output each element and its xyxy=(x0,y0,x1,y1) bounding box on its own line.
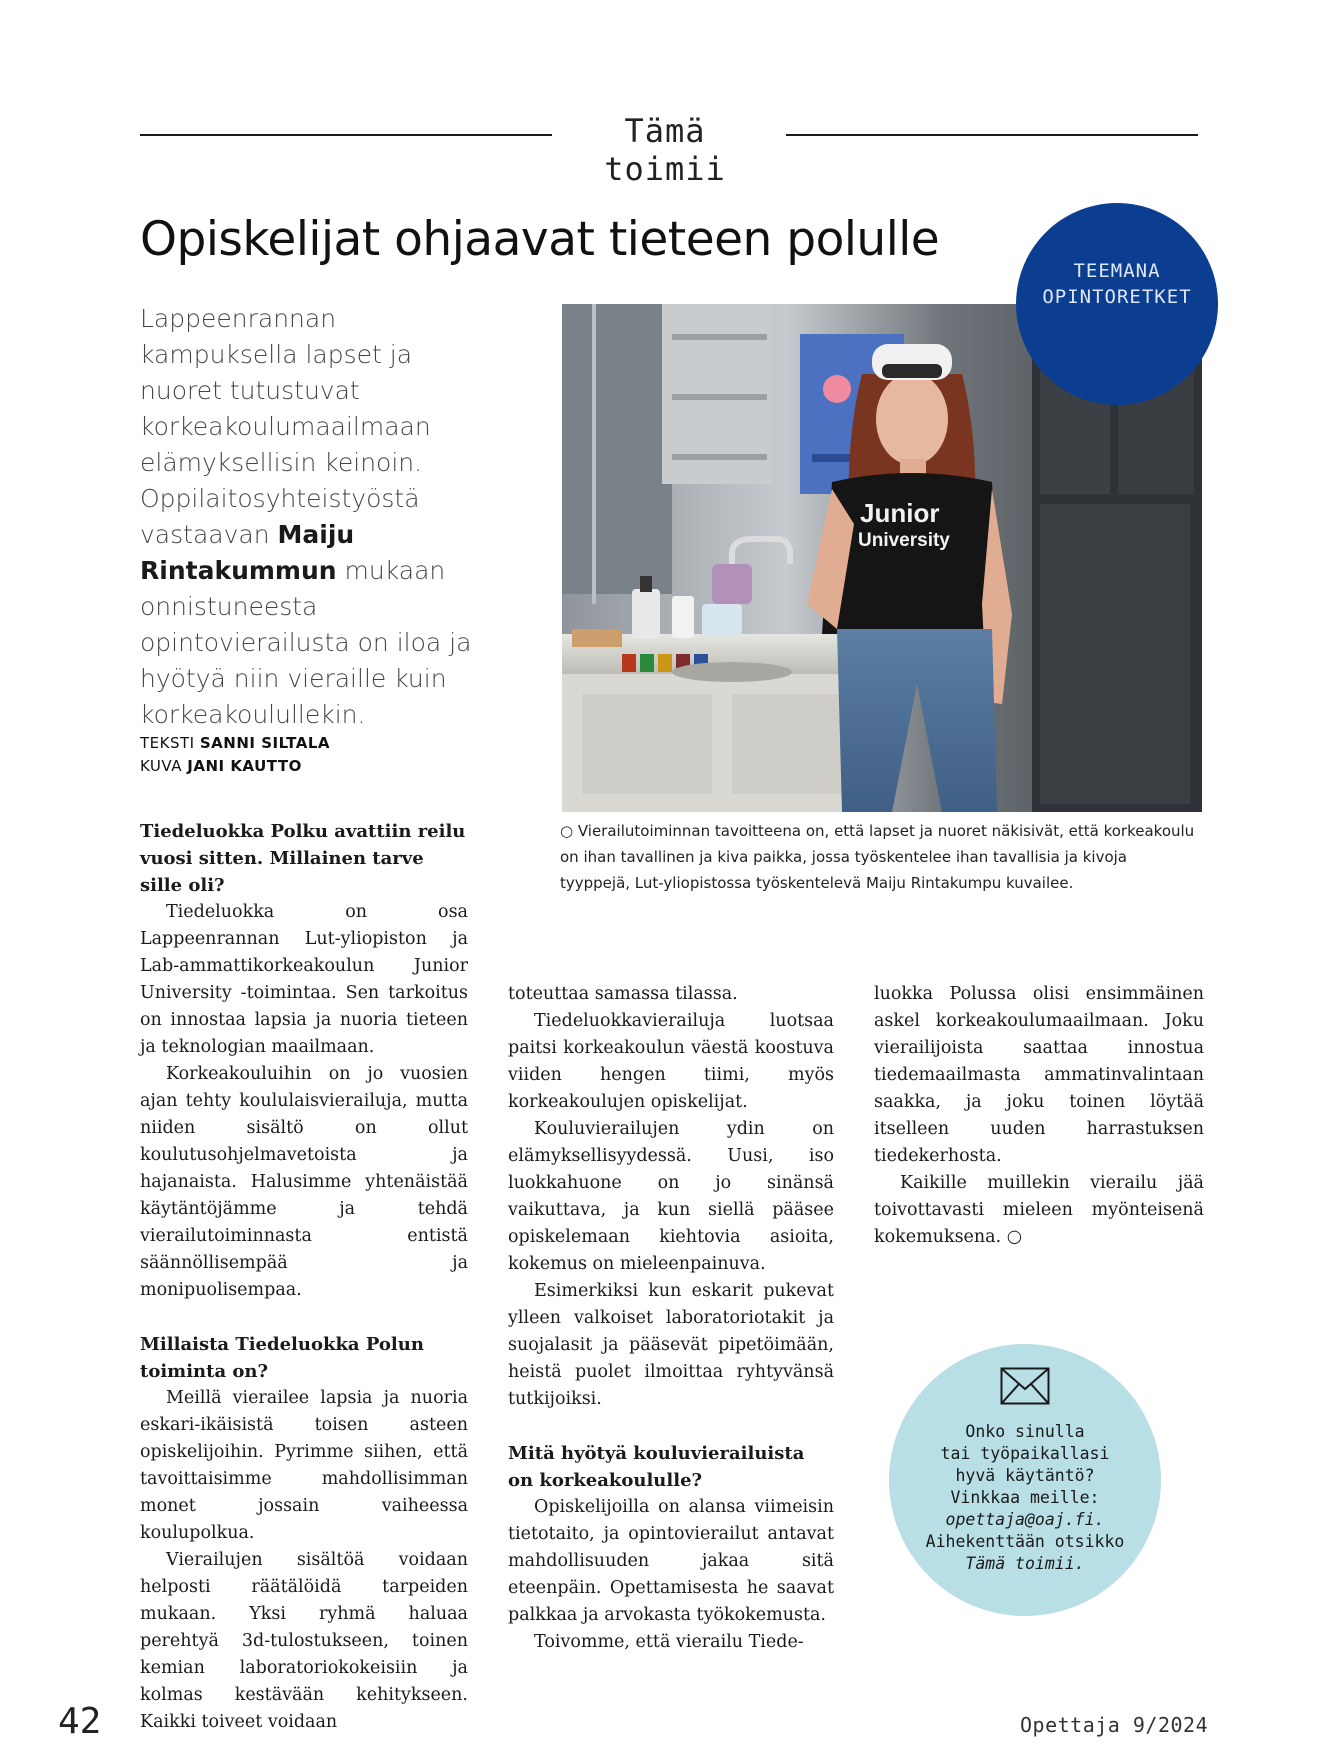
paragraph: Opiskelijoilla on alansa viimeisin tietotaito, ja opintovierailut antavat mahdollisuuden jakaa sitä eteenpäin. Opettamisesta he saavat palkkaa ja arvokasta työkokemusta. xyxy=(508,1497,834,1625)
lead-paragraph xyxy=(140,301,490,733)
tip-subject: Tämä toimii. xyxy=(965,1554,1085,1573)
paragraph: Esimerkiksi kun eskarit pukevat ylleen valkoiset laboratoriotakit ja suojalasit ja pääsevät pipetöimään, heistä puolet ilmoittaa ryhtyvänsä tutkijoiksi. xyxy=(508,1281,834,1409)
question-1: Tiedeluokka Polku avattiin reilu vuosi sitten. Millainen tarve sille oli? xyxy=(140,821,466,896)
tip-line: Vinkkaa meille: xyxy=(950,1488,1100,1507)
lead-text-after: mukaan onnistuneesta opintovierailusta on iloa ja hyötyä niin vieraille kuin korkeakoulullekin. xyxy=(140,556,472,729)
paragraph: Korkeakouluihin on jo vuosien ajan tehty koululaisvierailuja, mutta niiden sisältö on ollut koulutusohjelmavetoista ja hajanaista. Halusimme yhtenäistää käytäntöjämme ja tehdä vierailutoiminnasta entistä säännöllisempää ja monipuolisempaa. xyxy=(140,1064,468,1300)
paragraph: Kouluvierailujen ydin on elämyksellisyydessä. Uusi, iso luokkahuone on jo sinänsä vaikuttava, ja kun siellä pääsee opiskelemaan kiehtovia asioita, kokemus on mieleenpainuva. xyxy=(508,1119,834,1274)
magazine-issue: Opettaja 9/2024 xyxy=(1020,1713,1209,1737)
paragraph: toteuttaa samassa tilassa. xyxy=(508,984,738,1004)
tip-line: Aihekenttään otsikko xyxy=(925,1532,1125,1551)
paragraph: Meillä vierailee lapsia ja nuoria eskari-ikäisistä toisen asteen opiskelijoihin. Pyrimme siihen, että tavoittaisimme mahdollisimman monet jossain vaiheessa koulupolkua. xyxy=(140,1388,468,1543)
envelope-icon xyxy=(1000,1367,1050,1405)
lead-name: Maiju Rintakummun xyxy=(140,520,355,585)
column-3 xyxy=(874,981,1204,1251)
paragraph: Vierailujen sisältöä voidaan helposti räätälöidä tarpeiden mukaan. Yksi ryhmä haluaa perehtyä 3d-tulostukseen, toinen kemian laboratoriokokeisiin ja kolmas kestävään kehitykseen. Kaikki toiveet voidaan xyxy=(140,1550,468,1732)
credit-text-label: TEKSTI xyxy=(140,734,195,752)
page-number: 42 xyxy=(58,1701,102,1742)
article-title: Opiskelijat ohjaavat tieteen polulle xyxy=(140,212,940,267)
section-label: Tämä toimii xyxy=(604,112,726,188)
paragraph: Toivomme, että vierailu Tiede- xyxy=(534,1632,804,1652)
badge-line-1: TEEMANA xyxy=(1073,260,1161,282)
tip-line: tai työpaikallasi xyxy=(940,1444,1110,1463)
paragraph: luokka Polussa olisi ensimmäinen askel korkeakoulumaailmaan. Joku vierailijoista saattaa innostua tiedemaailmasta ammatinvalintaan saakka, ja joku toinen löytää itselleen uuden harrastuksen tiedekerhosta. xyxy=(874,984,1204,1166)
paragraph: Tiedeluokka on osa Lappeenrannan Lut-yliopiston ja Lab-ammattikorkeakoulun Junior University -toimintaa. Sen tarkoitus on innostaa lapsia ja nuoria tieteen ja teknologian maailmaan. xyxy=(140,902,468,1057)
tip-line: hyvä käytäntö? xyxy=(955,1466,1095,1485)
header-rule-left xyxy=(140,134,552,136)
paragraph: Tiedeluokkavierailuja luotsaa paitsi korkeakoulun väestä koostuva viiden hengen tiimi, myös korkeakoulujen opiskelijat. xyxy=(508,1011,834,1112)
header-rule-right xyxy=(786,134,1198,136)
column-2 xyxy=(508,981,834,1656)
question-3: Mitä hyötyä kouluvierailuista on korkeakoululle? xyxy=(508,1443,805,1491)
credit-photo-name: JANI KAUTTO xyxy=(187,757,302,775)
lead-text-before: Lappeenrannan kampuksella lapset ja nuoret tutustuvat korkeakoulumaailmaan elämyksellisin keinoin. Oppilaitosyhteistyöstä vastaavan xyxy=(140,304,431,549)
credit-photo-label: KUVA xyxy=(140,757,182,775)
shirt-text-2: University xyxy=(858,530,950,551)
paragraph: Kaikille muillekin vierailu jää toivottavasti mieleen myönteisenä kokemuksena. ○ xyxy=(874,1173,1204,1247)
credits xyxy=(140,732,330,778)
shirt-text-1: Junior xyxy=(860,498,940,528)
tip-circle xyxy=(889,1344,1161,1616)
tip-email-link[interactable]: opettaja@oaj.fi. xyxy=(945,1510,1105,1529)
tip-line: Onko sinulla xyxy=(965,1422,1085,1441)
column-1 xyxy=(140,818,468,1736)
photo-caption: ○ Vierailutoiminnan tavoitteena on, että lapset ja nuoret näkisivät, että korkeakoulu on ihan tavallinen ja kiva paikka, jossa työskentelee ihan tavallisia ja kivoja tyyppejä, Lut-yliopistossa työskentelevä Maiju Rintakumpu kuvailee. xyxy=(560,822,1195,892)
theme-badge xyxy=(1016,203,1218,405)
question-2: Millaista Tiedeluokka Polun toiminta on? xyxy=(140,1334,424,1382)
credit-text-name: SANNI SILTALA xyxy=(199,734,331,752)
badge-line-2: OPINTORETKET xyxy=(1042,286,1192,308)
